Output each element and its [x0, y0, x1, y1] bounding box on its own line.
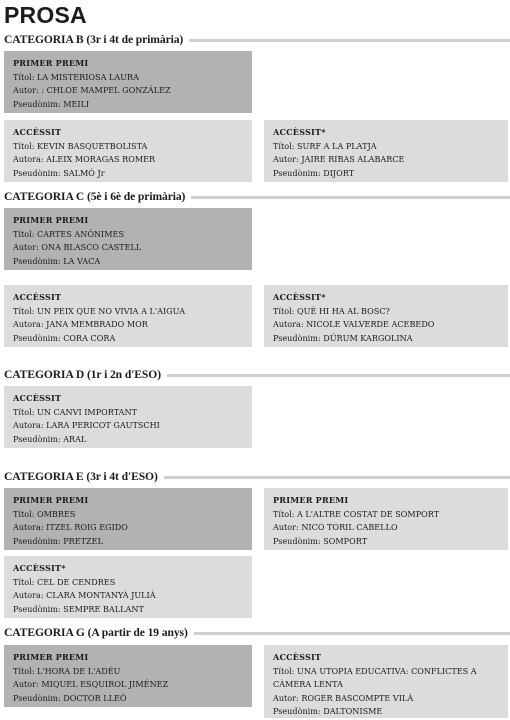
- award-heading: ACCÈSSIT*: [273, 127, 326, 137]
- award-title-continued: CÀMERA LENTA: [273, 679, 343, 690]
- award-author: Autora: ALEIX MORAGAS ROMER: [13, 154, 156, 165]
- award-title: Títol: KEVIN BASQUETBOLISTA: [13, 140, 148, 151]
- category-title: CATEGORIA E (3r i 4t d'ESO): [4, 470, 158, 483]
- award-title: Títol: SURF A LA PLATJA: [273, 140, 377, 151]
- award-author: Autora: CLARA MONTANYÀ JULIÀ: [13, 590, 156, 601]
- award-pseudonym: Pseudònim: SOMPORT: [273, 535, 368, 546]
- award-author: Autora: LARA PERICOT GAUTSCHI: [13, 420, 160, 431]
- award-box-first-prize: [4, 645, 252, 707]
- category-divider: [167, 374, 510, 377]
- award-heading: ACCÈSSIT: [273, 652, 322, 662]
- award-box-first-prize: [4, 51, 252, 113]
- award-title: Títol: UN PEIX QUE NO VIVIA A L'AIGUA: [13, 305, 186, 316]
- category-title: CATEGORIA D (1r i 2n d'ESO): [4, 368, 161, 381]
- category-title: CATEGORIA C (5è i 6è de primària): [4, 190, 186, 203]
- award-title: Títol: CARTES ANÒNIMES: [13, 228, 124, 239]
- award-author: Autor: JAIRE RIBAS ALABARCE: [273, 154, 405, 165]
- award-heading: ACCÈSSIT*: [273, 292, 326, 302]
- award-title: Títol: QUÈ HI HA AL BOSC?: [273, 305, 390, 316]
- award-pseudonym: Pseudònim: DOCTOR LLEÓ: [13, 692, 127, 703]
- award-author: Autor: : CHLOE MAMPEL GONZÁLEZ: [13, 85, 171, 96]
- award-title: Títol: A L'ALTRE COSTAT DE SOMPORT: [273, 508, 440, 519]
- award-heading: ACCÈSSIT*: [13, 563, 66, 573]
- category-title: CATEGORIA B (3r i 4t de primària): [4, 33, 184, 46]
- award-heading: PRIMER PREMI: [13, 652, 89, 662]
- award-author: Autor: ONA BLASCO CASTELL: [13, 242, 142, 253]
- award-heading: PRIMER PREMI: [13, 58, 89, 68]
- award-box-accessit: [4, 120, 252, 182]
- category-divider: [164, 476, 510, 479]
- award-pseudonym: Pseudònim: MEILI: [13, 98, 90, 109]
- award-heading: ACCÈSSIT: [13, 393, 62, 403]
- award-heading: PRIMER PREMI: [13, 495, 89, 505]
- award-pseudonym: Pseudònim: ARAL: [13, 433, 87, 444]
- category-divider: [194, 632, 510, 635]
- award-box-accessit-star: [264, 285, 508, 347]
- award-pseudonym: Pseudònim: PRETZEL: [13, 535, 103, 546]
- award-heading: ACCÈSSIT: [13, 292, 62, 302]
- award-box-accessit-star: [264, 120, 508, 182]
- award-box-accessit-star: [4, 556, 252, 618]
- category-header-c: [4, 190, 510, 204]
- award-box-first-prize: [4, 488, 252, 550]
- category-title: CATEGORIA G (A partir de 19 anys): [4, 626, 188, 639]
- award-title: Títol: L'HORA DE L'ADÉU: [13, 665, 121, 676]
- award-pseudonym: Pseudònim: SEMPRE BALLANT: [13, 603, 144, 614]
- category-header-g: [4, 626, 510, 640]
- award-title: Títol: LA MISTERIOSA LAURA: [13, 71, 139, 82]
- category-header-d: [4, 368, 510, 382]
- award-heading: PRIMER PREMI: [13, 215, 89, 225]
- award-box-accessit: [4, 285, 252, 347]
- award-heading: ACCÈSSIT: [13, 127, 62, 137]
- award-box-accessit: [4, 386, 252, 448]
- award-author: Autora: ITZEL ROIG EGIDO: [13, 522, 128, 533]
- award-author: Autor: MIQUEL ESQUIROL JIMÉNEZ: [13, 679, 169, 690]
- award-author: Autor: NICO TORIL CABELLO: [273, 522, 398, 533]
- category-header-b: [4, 33, 510, 47]
- award-title: Títol: UNA UTOPIA EDUCATIVA: CONFLICTES A: [273, 665, 477, 676]
- award-pseudonym: Pseudònim: CORA CORA: [13, 332, 116, 343]
- category-divider: [189, 39, 510, 42]
- award-box-first-prize-2: [264, 488, 508, 550]
- award-title: Títol: OMBRES: [13, 508, 76, 519]
- award-pseudonym: Pseudònim: SALMÓ Jr: [13, 167, 105, 178]
- award-pseudonym: Pseudònim: LA VACA: [13, 255, 101, 266]
- award-title: Títol: CEL DE CENDRES: [13, 576, 116, 587]
- award-title: Títol: UN CANVI IMPORTANT: [13, 406, 138, 417]
- award-box-first-prize: [4, 208, 252, 270]
- award-pseudonym: Pseudònim: DALTONISME: [273, 706, 383, 717]
- category-divider: [191, 196, 510, 199]
- award-pseudonym: Pseudònim: DÚRUM KARGOLINA: [273, 332, 413, 343]
- award-author: Autor: ROGER BASCOMPTE VILÀ: [273, 692, 414, 703]
- page-title: PROSA: [4, 2, 87, 28]
- award-heading: PRIMER PREMI: [273, 495, 349, 505]
- award-box-accessit: [264, 645, 508, 718]
- award-pseudonym: Pseudònim: DIJORT: [273, 167, 355, 178]
- award-author: Autora: JANA MEMBRADO MOR: [13, 319, 148, 330]
- award-author: Autora: NICOLE VALVERDE ACEBEDO: [273, 319, 435, 330]
- category-header-e: [4, 470, 510, 484]
